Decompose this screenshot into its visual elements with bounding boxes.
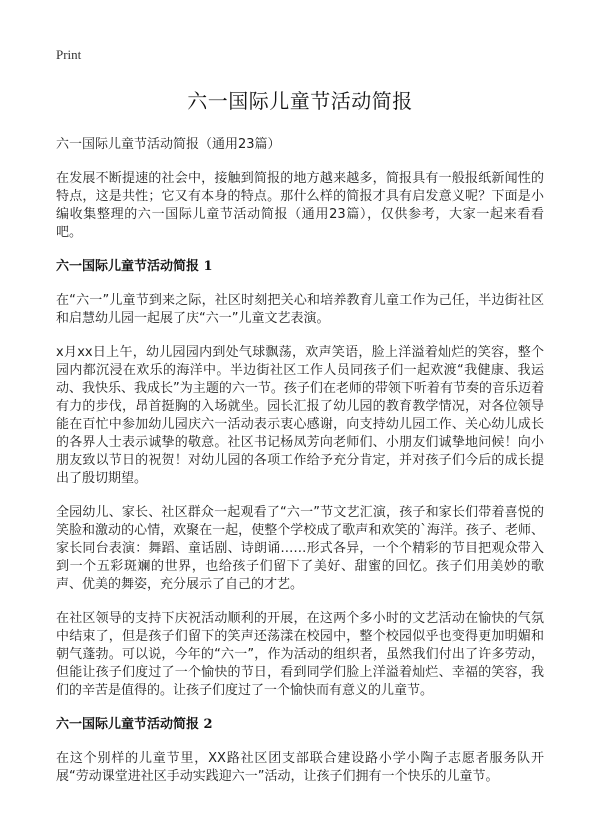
print-link[interactable]: Print	[56, 47, 82, 62]
section-1-paragraph-1: 在“六一”儿童节到来之际，社区时刻把关心和培养教育儿童工作为己任，半边街社区和启慧幼儿园一起展了庆“六一”儿童文艺表演。	[56, 293, 544, 326]
document-title: 六一国际儿童节活动简报	[187, 89, 413, 113]
document-subtitle: 六一国际儿童节活动简报（通用23篇）	[56, 137, 281, 152]
section-heading-2: 六一国际儿童节活动简报 2	[56, 717, 213, 732]
section-2-paragraph-1: 在这个别样的儿童节里，XX路社区团支部联合建设路小学小陶子志愿者服务队开展“劳动课堂进社区手动实践迎六一”活动，让孩子们拥有一个快乐的儿童节。	[56, 751, 544, 784]
section-heading-1: 六一国际儿童节活动简报 1	[56, 259, 213, 274]
section-1-paragraph-2: x月xx日上午，幼儿园园内到处气球飘荡，欢声笑语，脸上洋溢着灿烂的笑容，整个园内都沉浸在欢乐的海洋中。半边街社区工作人员同孩子们一起欢渡“我健康、我运动、我快乐、我成长”为主题的六一节。孩子们在老师的带领下听着有节奏的音乐迈着有力的步伐，昂首挺胸的入场就坐。园长汇报了幼儿园的教育教学情况，对各位领导能在百忙中参加幼儿园庆六一活动表示衷心感谢，向支持幼儿园工作、关心幼儿成长的各界人士表示诚挚的敬意。社区书记杨凤芳向老师们、小朋友们诚挚地问候！向小朋友致以节日的祝贺！对幼儿园的各项工作给予充分肯定，并对孩子们今后的成长提出了殷切期望。	[56, 345, 544, 486]
intro-paragraph: 在发展不断提速的社会中，接触到简报的地方越来越多，简报具有一般报纸新闻性的特点，这是共性；它又有本身的特点。那什么样的简报才具有启发意义呢？下面是小编收集整理的六一国际儿童节活动简报（通用23篇），仅供参考，大家一起来看看吧。	[56, 171, 544, 240]
section-1-paragraph-4: 在社区领导的支持下庆祝活动顺利的开展，在这两个多小时的文艺活动在愉快的气氛中结束了，但是孩子们留下的笑声还荡漾在校园中，整个校园似乎也变得更加明媚和朝气蓬勃。可以说，今年的“六一”，作为活动的组织者，虽然我们付出了许多劳动，但能让孩子们度过了一个愉快的节日，看到同学们脸上洋溢着灿烂、幸福的笑容，我们的辛苦是值得的。让孩子们度过了一个愉快而有意义的儿童节。	[56, 611, 544, 698]
section-1-paragraph-3: 全园幼儿、家长、社区群众一起观看了“六一”节文艺汇演，孩子和家长们带着喜悦的笑脸和激动的心情，欢聚在一起，使整个学校成了歌声和欢笑的`海洋。孩子、老师、家长同台表演：舞蹈、童话剧、诗朗诵……形式各异，一个个精彩的节目把观众带入到一个五彩斑斓的世界，也给孩子们留下了美好、甜蜜的回忆。孩子们用美妙的歌声、优美的舞姿，充分展示了自己的才艺。	[56, 505, 544, 592]
